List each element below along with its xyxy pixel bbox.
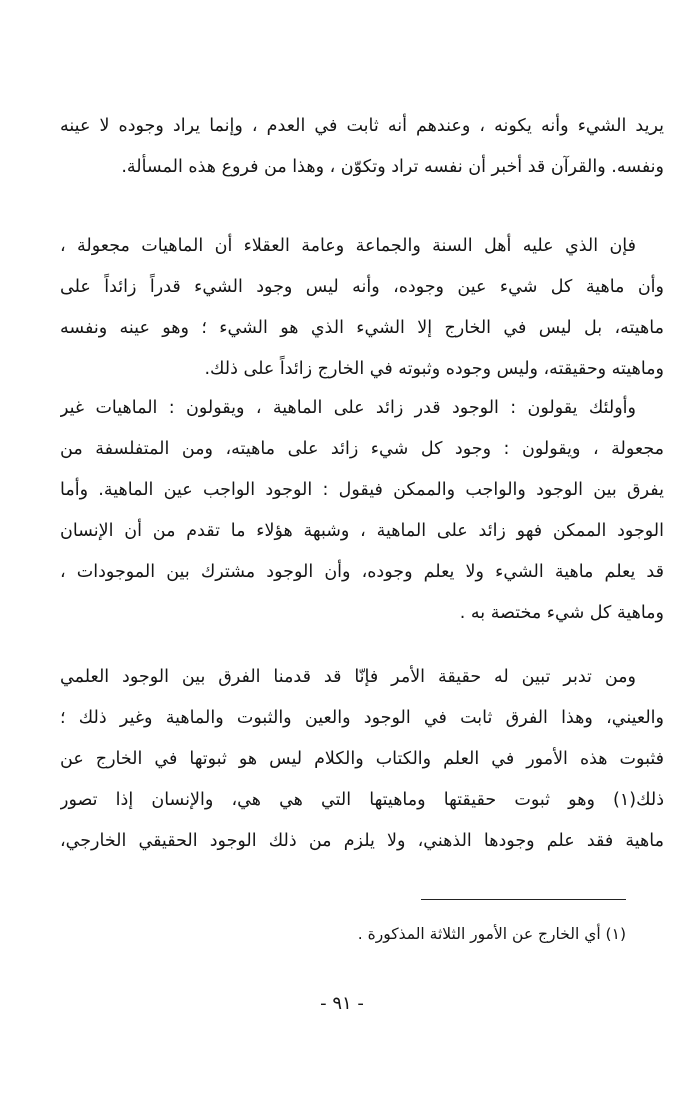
text-line: وماهية كل شيء مختصة به . [459, 603, 664, 623]
text-line: والعيني، وهذا الفرق ثابت في الوجود والعين والثبوت والماهية وغير ذلك ؛ [60, 708, 664, 728]
footnote: (١) أي الخارج عن الأمور الثلاثة المذكورة . [357, 925, 626, 943]
footnote-divider [421, 899, 626, 900]
text-line: وأولئك يقولون : الوجود قدر زائد على الماهية ، ويقولون : الماهيات غير [60, 398, 636, 418]
text-line: يفرق بين الوجود والواجب والممكن فيقول : الوجود الواجب عين الماهية. وأما [60, 480, 664, 500]
text-line: وماهيته وحقيقته، وليس وجوده وثبوته في الخارج زائداً على ذلك. [204, 359, 664, 379]
text-line: ذلك(١) وهو ثبوت حقيقتها وماهيتها التي هي هي، والإنسان إذا تصور [60, 790, 664, 810]
text-line: ماهية فقد علم وجودها الذهني، ولا يلزم من ذلك الوجود الحقيقي الخارجي، [60, 831, 664, 851]
text-line: ماهيته، بل ليس في الخارج إلا الشيء الذي هو الشيء ؛ وهو عينه ونفسه [60, 318, 664, 338]
text-line: الوجود الممكن فهو زائد على الماهية ، وشبهة هؤلاء ما تقدم من أن الإنسان [60, 521, 664, 541]
text-line: ونفسه. والقرآن قد أخبر أن نفسه تراد وتكوّن ، وهذا من فروع هذه المسألة. [121, 157, 664, 177]
text-line: مجعولة ، ويقولون : وجود كل شيء زائد على ماهيته، ومن المتفلسفة من [60, 439, 664, 459]
text-line: فثبوت هذه الأمور في العلم والكتاب والكلام ليس هو ثبوتها في الخارج عن [60, 749, 664, 769]
text-line: يريد الشيء وأنه يكونه ، وعندهم أنه ثابت في العدم ، وإنما يراد وجوده لا عينه [60, 116, 664, 136]
text-line: وأن ماهية كل شيء عين وجوده، وأنه ليس وجود الشيء قدراً زائداً على [60, 277, 664, 297]
text-line: قد يعلم ماهية الشيء ولا يعلم وجوده، وأن الوجود مشترك بين الموجودات ، [60, 562, 664, 582]
text-line: ومن تدبر تبين له حقيقة الأمر فإنّا قد قدمنا الفرق بين الوجود العلمي [60, 667, 636, 687]
text-line: فإن الذي عليه أهل السنة والجماعة وعامة العقلاء أن الماهيات مجعولة ، [60, 236, 636, 256]
page-number [300, 986, 384, 1022]
page-number-text: - ٩١ - [320, 993, 364, 1014]
